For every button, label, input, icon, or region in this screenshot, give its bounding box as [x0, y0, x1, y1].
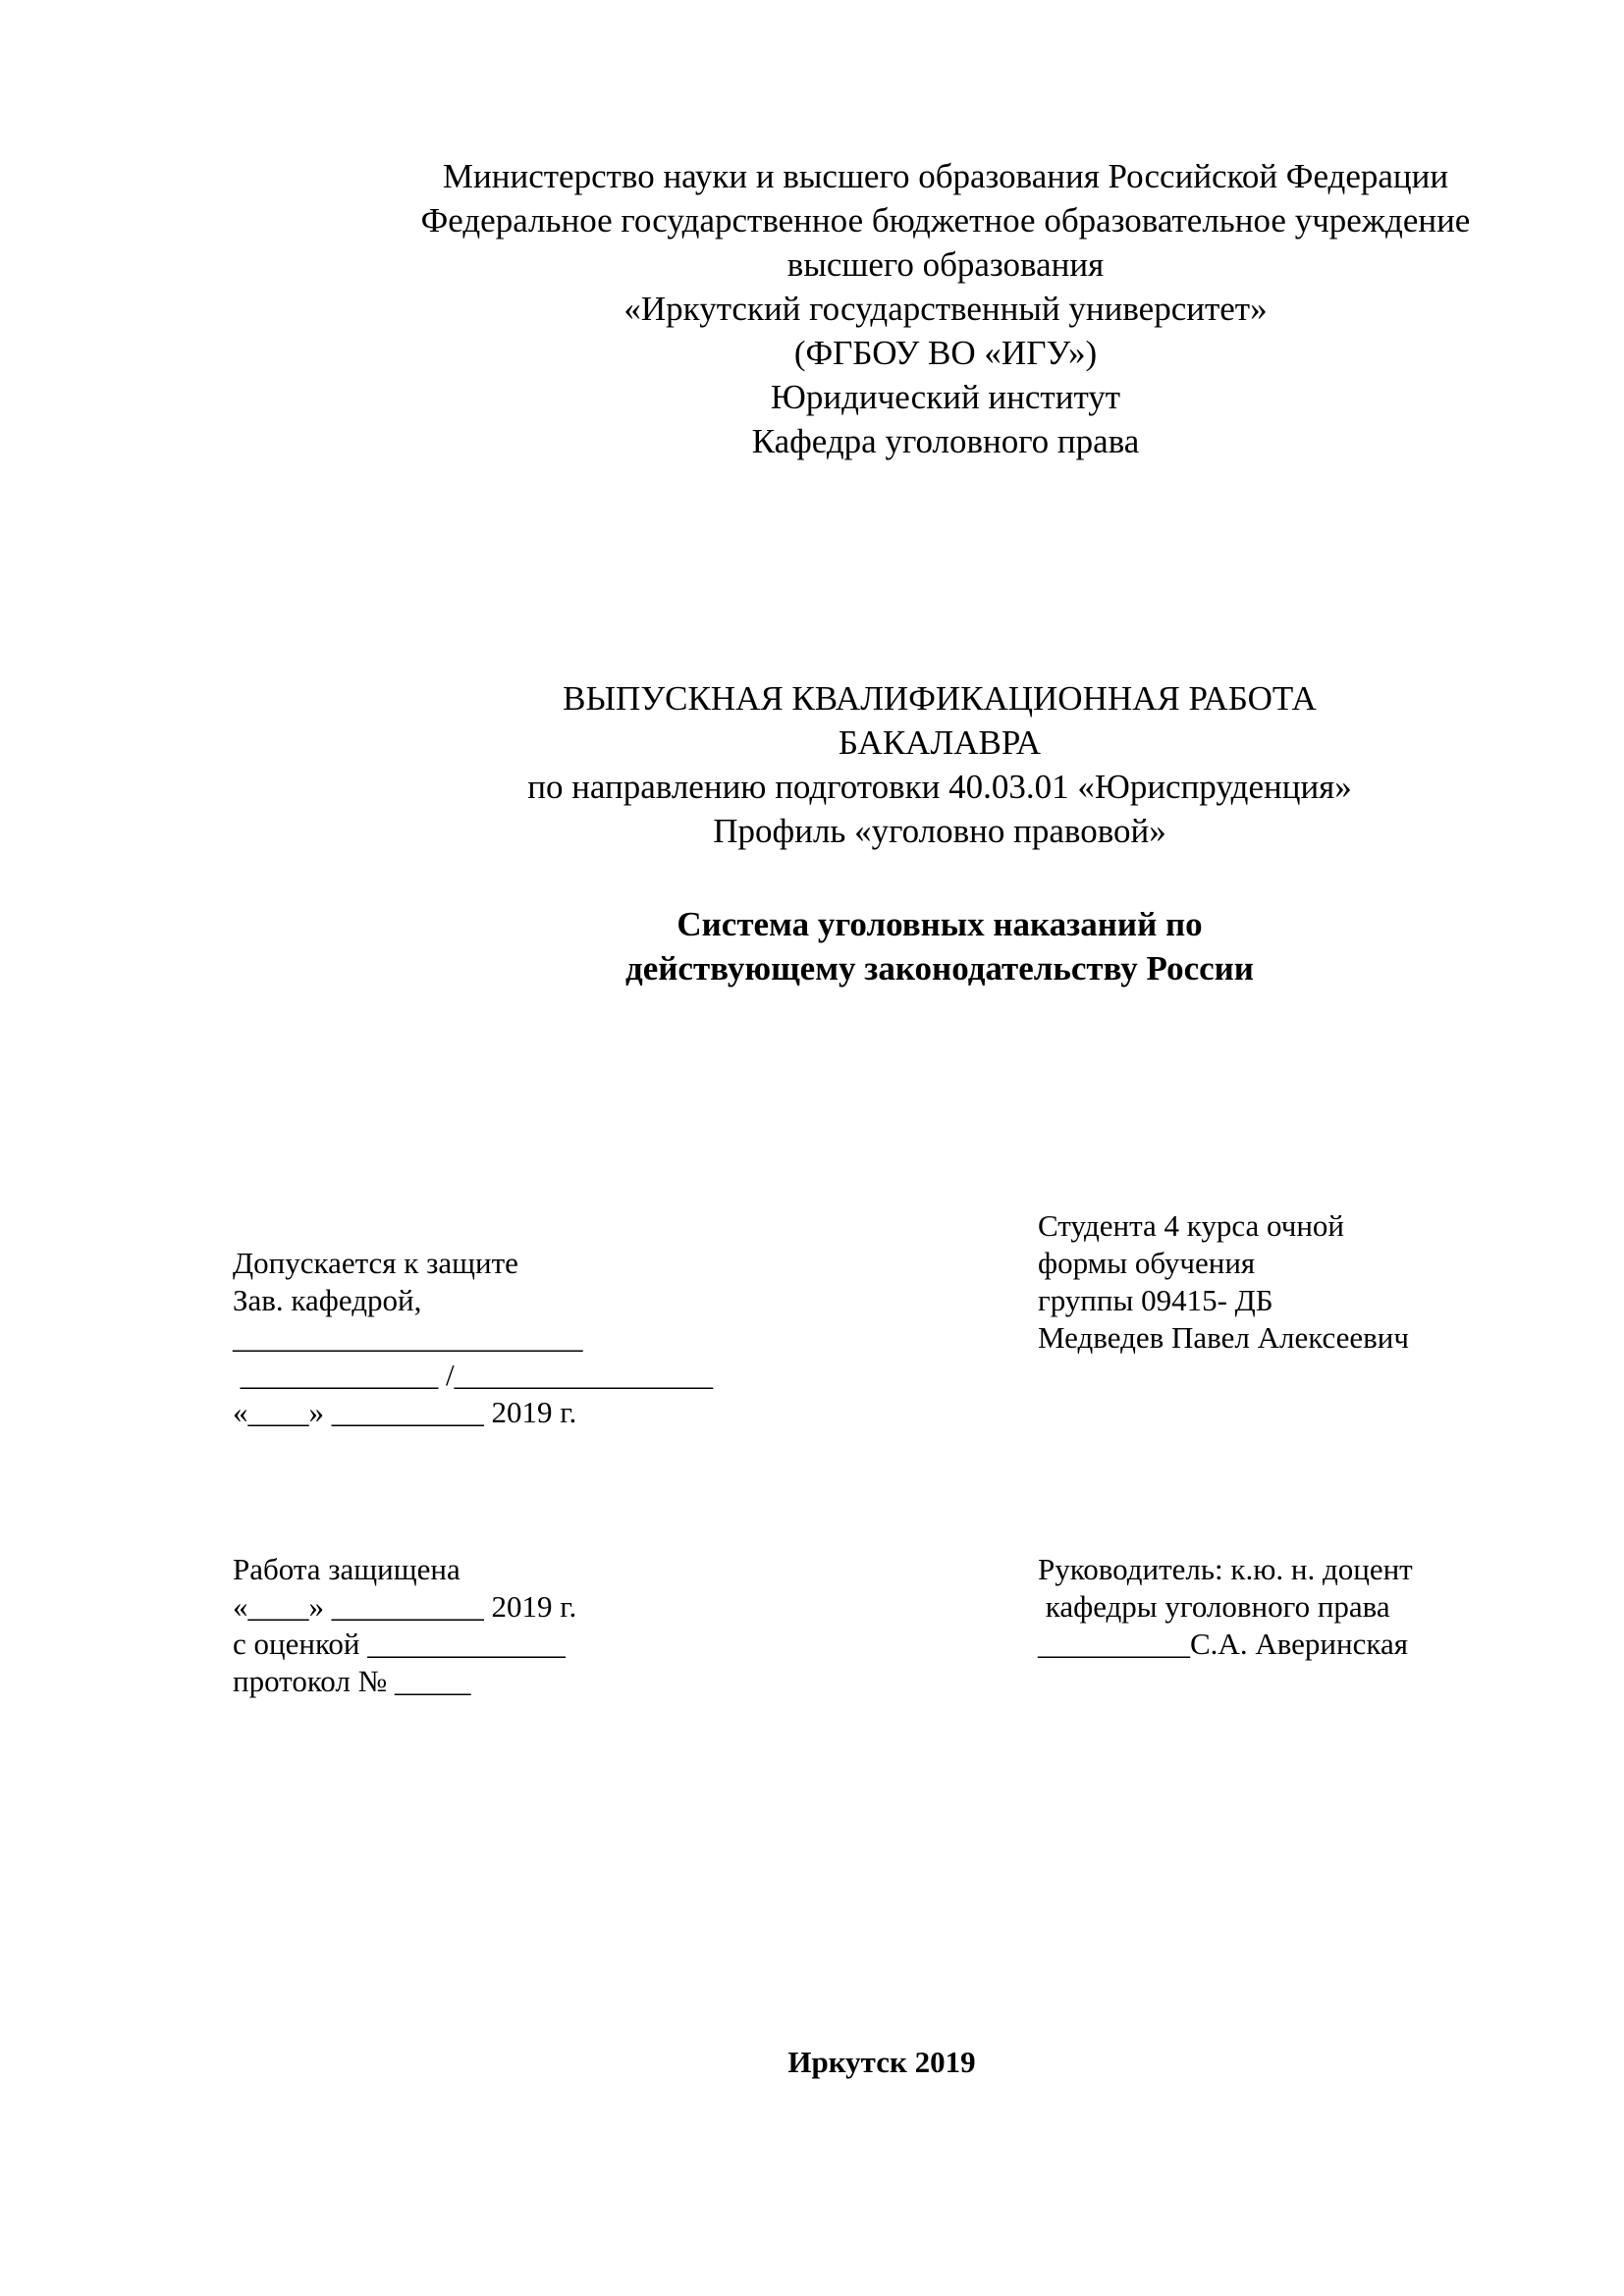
student-line2: формы обучения: [1038, 1246, 1256, 1280]
thesis-title-line1: Система уголовных наказаний по: [677, 905, 1203, 943]
admission-line2: Зав. кафедрой,: [233, 1283, 422, 1317]
work-type-line1: ВЫПУСКНАЯ КВАЛИФИКАЦИОННАЯ РАБОТА: [563, 679, 1317, 718]
admission-signature-line: _______________________: [233, 1320, 583, 1355]
admission-line1: Допускается к защите: [233, 1246, 518, 1280]
student-group-line: группы 09415- ДБ: [1038, 1283, 1273, 1317]
city-year: Иркутск 2019: [787, 2045, 976, 2079]
profile-line: Профиль «уголовно правовой»: [713, 812, 1166, 850]
university-line: «Иркутский государственный университет»: [623, 290, 1268, 328]
student-line1: Студента 4 курса очной: [1038, 1208, 1344, 1243]
education-level-line: высшего образования: [786, 245, 1105, 284]
defense-date-line: «____» __________ 2019 г.: [233, 1589, 577, 1624]
institution-line: Федеральное государственное бюджетное образовательное учреждение: [420, 201, 1471, 240]
supervisor-line2: кафедры уголовного права: [1038, 1589, 1390, 1624]
supervisor-line1: Руководитель: к.ю. н. доцент: [1038, 1552, 1413, 1586]
thesis-title-line2: действующему законодательству России: [625, 949, 1254, 988]
department-line: Кафедра уголовного права: [751, 422, 1140, 460]
institute-line: Юридический институт: [770, 378, 1121, 416]
ministry-line: Министерство науки и высшего образования Российской Федерации: [442, 157, 1449, 195]
student-name-line: Медведев Павел Алексеевич: [1038, 1320, 1409, 1355]
work-type-line2: БАКАЛАВРА: [838, 723, 1042, 762]
defense-grade-line: с оценкой _____________: [233, 1627, 566, 1661]
defense-protocol-line: протокол № _____: [233, 1664, 471, 1698]
admission-signature-name-line: _____________ /_________________: [233, 1358, 714, 1392]
abbreviation-line: (ФГБОУ ВО «ИГУ»): [793, 334, 1098, 372]
direction-line: по направлению подготовки 40.03.01 «Юриспруденция»: [527, 768, 1352, 806]
defense-line1: Работа защищена: [233, 1552, 460, 1586]
supervisor-signature-line: __________С.А. Аверинская: [1038, 1627, 1408, 1661]
admission-date-line: «____» __________ 2019 г.: [233, 1395, 577, 1429]
